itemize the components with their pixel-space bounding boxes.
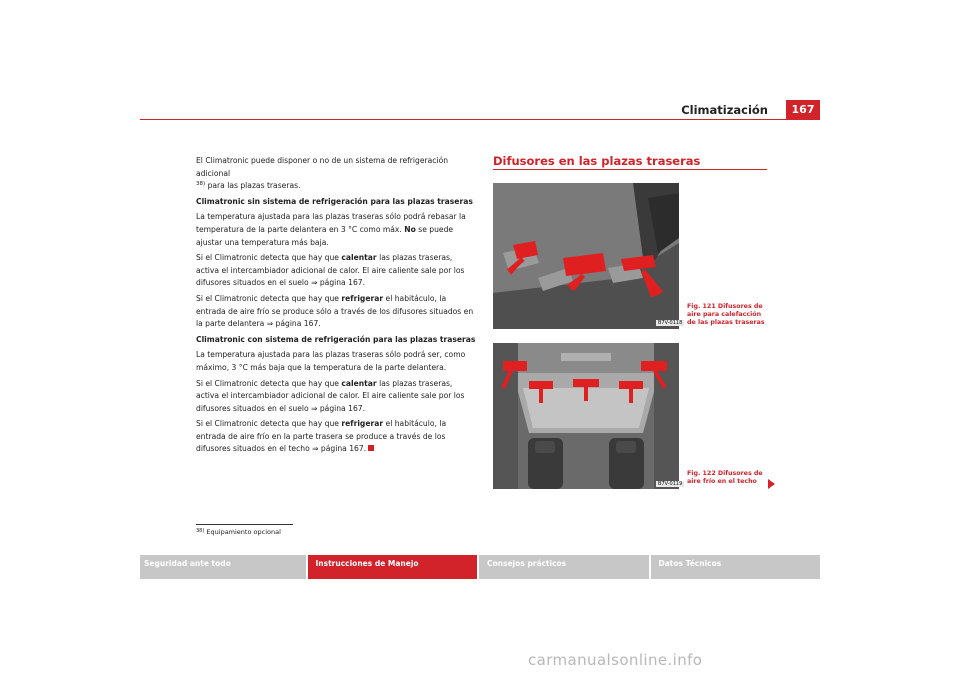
page-number-badge: 167: [786, 100, 820, 119]
text-span: La temperatura ajustada para las plazas traseras sólo podrá rebasar la temperatura de la parte delantera en 3 °C como máx.: [196, 212, 466, 234]
text-span: Si el Climatronic detecta que hay que: [196, 253, 342, 263]
footnote-reference[interactable]: 38): [196, 181, 206, 188]
paragraph-temp-limit-2: La temperatura ajustada para las plazas traseras sólo podrá ser, como máximo, 3 °C más baja que la temperatura de la parte delantera.: [196, 350, 466, 372]
text-span: Si el Climatronic detecta que hay que: [196, 378, 342, 388]
section-title: Difusores en las plazas traseras: [493, 154, 701, 168]
figure-caption-122: Fig. 122 Difusores de aire frío en el techo: [687, 470, 763, 486]
tab-instrucciones[interactable]: Instrucciones de Manejo: [308, 555, 478, 579]
text-span: el habitáculo, la entrada de aire frío en la parte trasera se produce a través de los difusores situados en el techo ⇒ página 167.: [196, 419, 447, 454]
emphasis-text: refrigerar: [341, 419, 384, 429]
figure-code: B7V-0118: [658, 320, 683, 326]
subheading-with-cooling: Climatronic con sistema de refrigeración para las plazas traseras: [196, 334, 476, 344]
section-divider: [493, 169, 767, 170]
paragraph-cool-2: [196, 418, 476, 456]
watermark: carmanualsonline.info: [528, 651, 703, 669]
emphasis-text: refrigerar: [341, 293, 384, 303]
intro-end-text: para las plazas traseras.: [205, 181, 301, 191]
text-span: Si el Climatronic detecta que hay que: [196, 293, 342, 303]
continue-arrow-icon: [768, 479, 775, 489]
tab-datos[interactable]: Datos Técnicos: [651, 555, 821, 579]
text-span: se puede ajustar una temperatura más baja.: [196, 224, 454, 247]
subheading-no-cooling: Climatronic sin sistema de refrigeración para las plazas traseras: [196, 196, 473, 206]
paragraph-cool: [196, 293, 476, 331]
emphasis-text: calentar: [341, 253, 377, 263]
paragraph-temp-limit: [196, 211, 476, 249]
text-span: las plazas traseras, activa el intercambiador adicional de calor. El aire caliente sale por los difusores situados en el suelo ⇒ página 167.: [196, 378, 465, 413]
header-divider: [140, 119, 820, 120]
page-header-title: Climatización: [681, 103, 768, 117]
text-span: el habitáculo, la entrada de aire frío se produce sólo a través de los difusores situados en la parte delantera ⇒ página 167.: [196, 293, 474, 329]
paragraph-heat-2: [196, 378, 476, 416]
intro-text: El Climatronic puede disponer o no de un sistema de refrigeración adicional: [196, 156, 449, 178]
footnote-number: 38): [196, 528, 205, 534]
footnote: [196, 528, 281, 536]
section-end-mark: [368, 445, 374, 451]
figure-floor-vents: [493, 183, 679, 329]
intro-paragraph: [196, 155, 476, 193]
figure-caption-121: Fig. 121 Difusores de aire para calefacción de las plazas traseras: [687, 303, 765, 327]
body-text-column: [196, 155, 476, 459]
text-span: las plazas traseras, activa el intercambiador adicional de calor. El aire caliente sale por los difusores situados en el suelo ⇒ página 167.: [196, 253, 465, 288]
text-span: Si el Climatronic detecta que hay que: [196, 419, 342, 429]
emphasis-text: calentar: [341, 378, 377, 388]
tab-consejos[interactable]: Consejos prácticos: [479, 555, 649, 579]
footnote-divider: [196, 524, 293, 525]
figure-roof-vents: [493, 343, 679, 489]
tab-seguridad[interactable]: Seguridad ante todo: [140, 555, 306, 579]
emphasis-text: No: [404, 224, 416, 234]
floor-vents-illustration: [493, 183, 679, 329]
figure-code: B7V-0119: [658, 481, 683, 487]
roof-vents-illustration: [493, 343, 679, 489]
footer-nav: [140, 555, 820, 579]
footnote-text: Equipamiento opcional: [206, 528, 281, 536]
paragraph-heat: [196, 252, 476, 290]
